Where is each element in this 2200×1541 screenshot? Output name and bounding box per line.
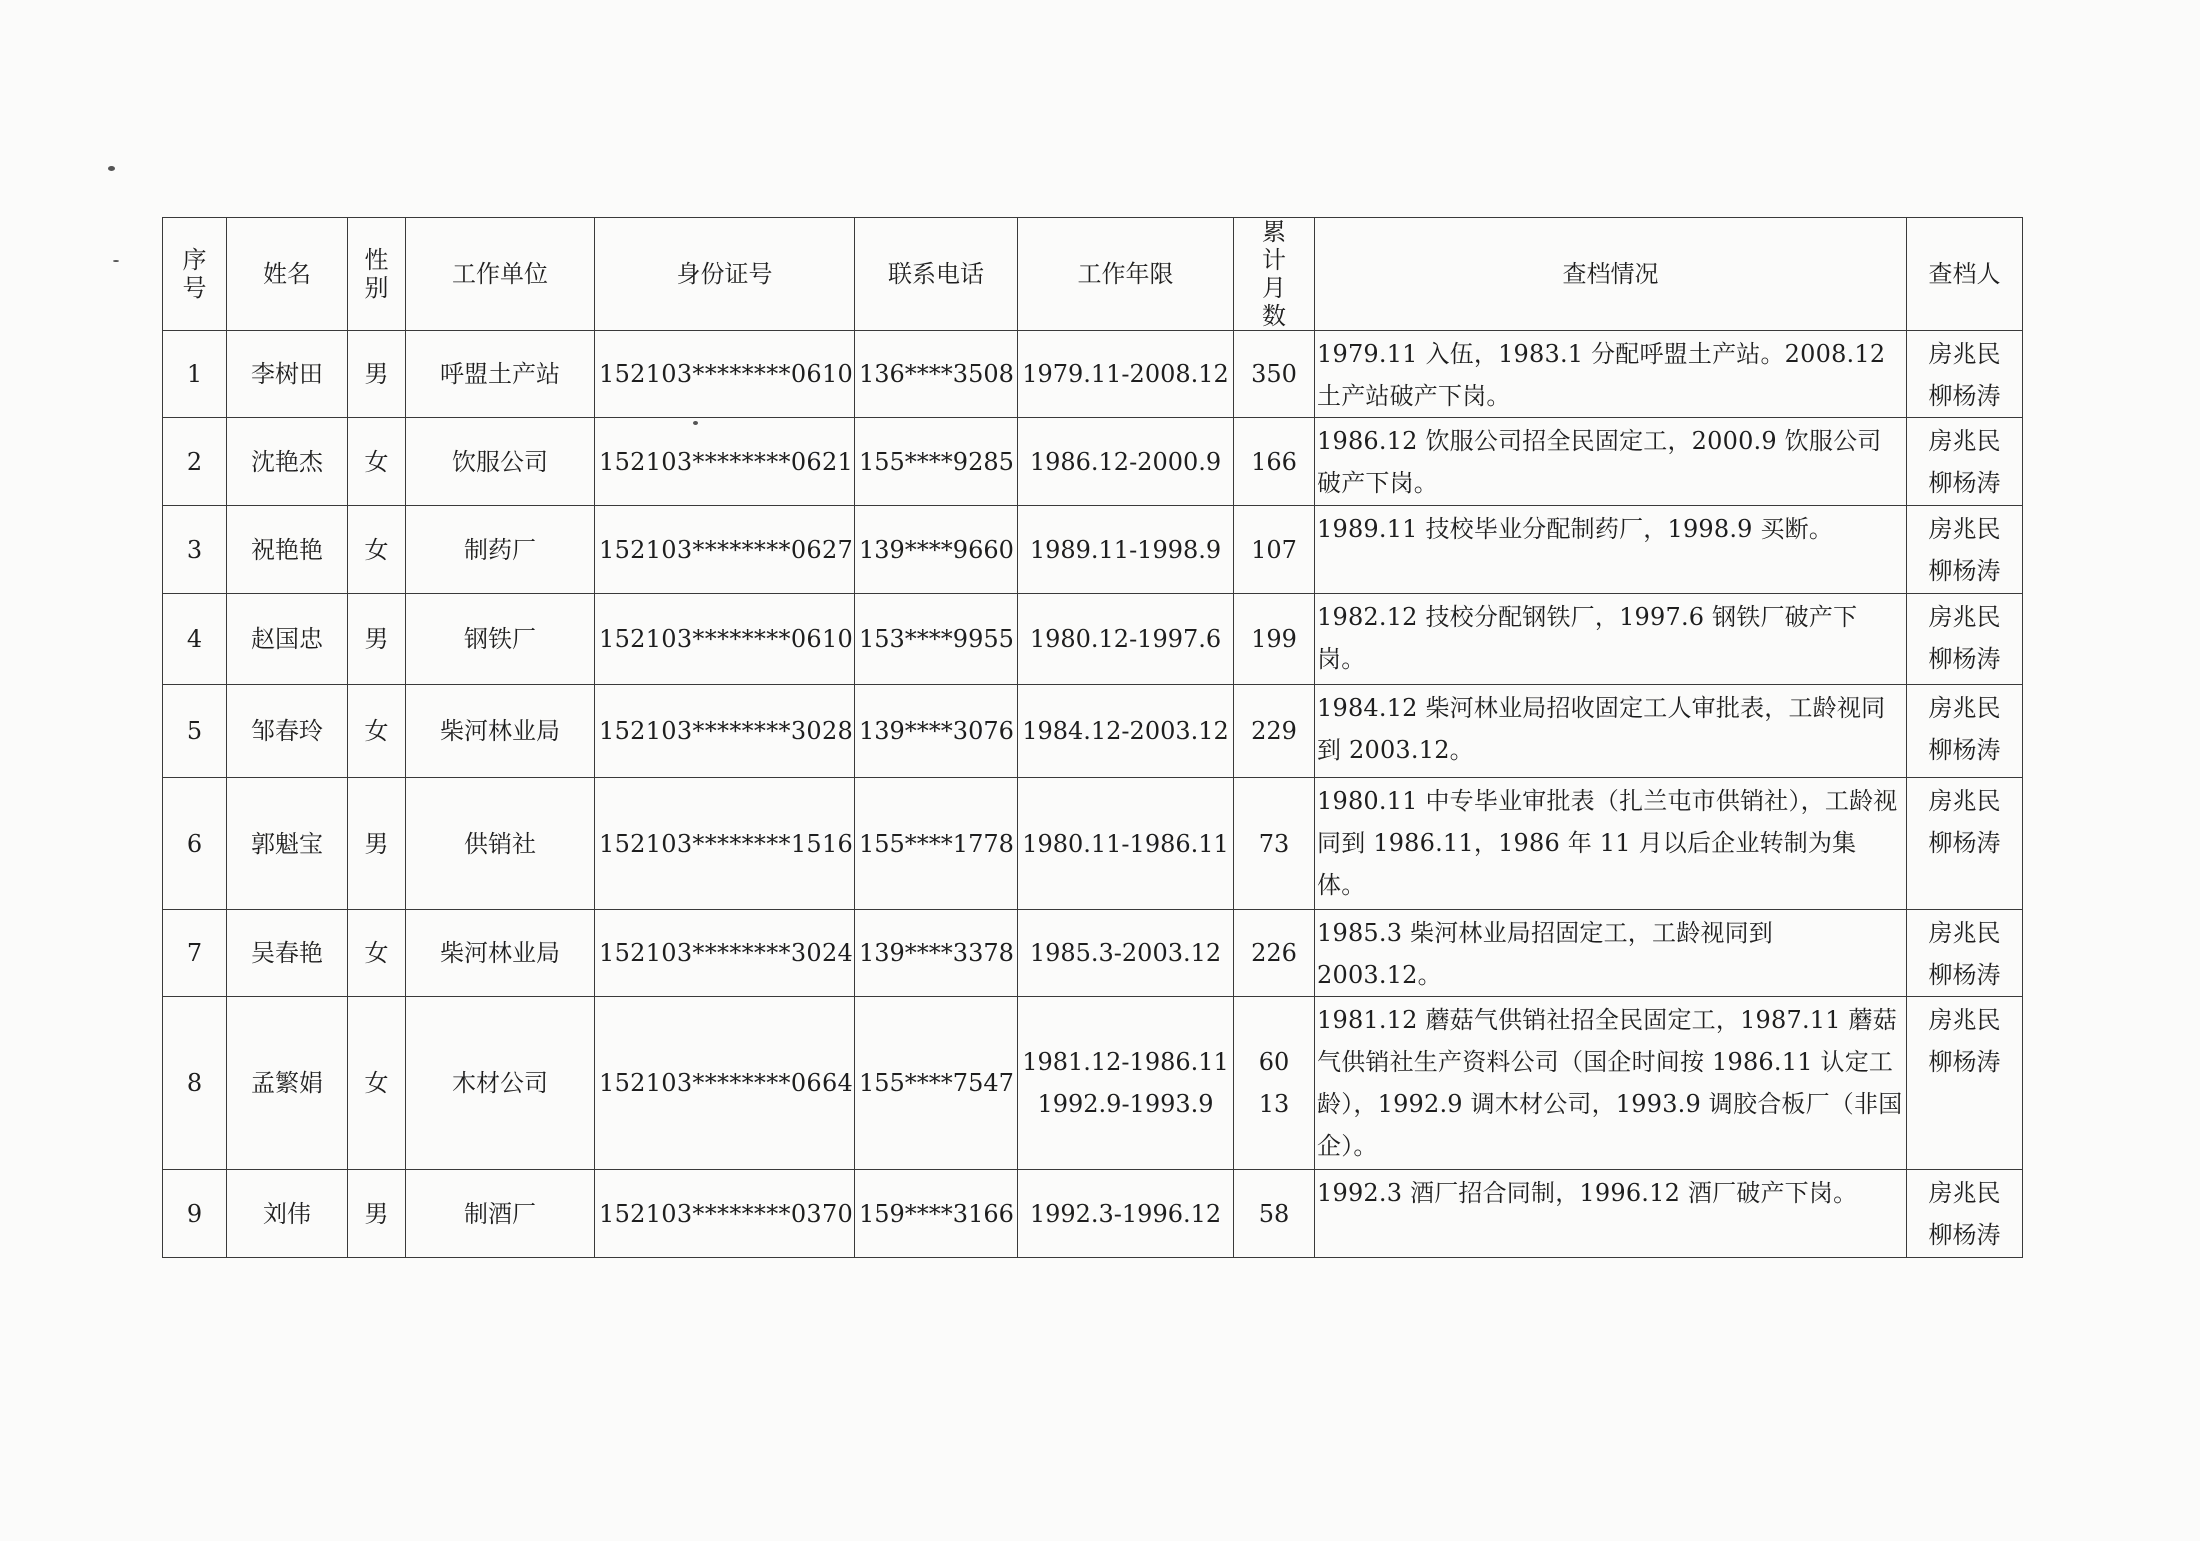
cell-gender: 男	[348, 594, 406, 685]
cell-checker-line: 房兆民	[1928, 340, 2001, 368]
cell-id-number: 152103********0610	[595, 594, 855, 685]
header-name: 姓名	[227, 218, 348, 331]
cell-phone: 139****3076	[855, 685, 1018, 778]
cell-checker-line: 柳杨涛	[1928, 1048, 2001, 1076]
header-checker: 查档人	[1907, 218, 2023, 331]
cell-months-line: 107	[1251, 535, 1297, 564]
header-gender: 性 别	[348, 218, 406, 331]
header-record-status: 查档情况	[1315, 218, 1907, 331]
cell-work-years-line: 1986.12-2000.9	[1029, 447, 1222, 476]
cell-checker-line: 柳杨涛	[1928, 469, 2001, 497]
scan-speck	[113, 260, 119, 262]
cell-months	[1234, 997, 1315, 1170]
header-unit: 工作单位	[406, 218, 595, 331]
cell-checker	[1907, 778, 2023, 910]
personnel-record-table	[162, 217, 2023, 1258]
cell-work-years	[1018, 685, 1234, 778]
header-row	[163, 218, 2023, 331]
cell-unit: 柴河林业局	[406, 910, 595, 997]
cell-gender: 男	[348, 778, 406, 910]
cell-unit: 饮服公司	[406, 418, 595, 506]
cell-work-years	[1018, 594, 1234, 685]
table-row	[163, 1170, 2023, 1258]
cell-months	[1234, 1170, 1315, 1258]
cell-checker-line: 房兆民	[1928, 919, 2001, 947]
cell-checker	[1907, 997, 2023, 1170]
cell-record-status: 1992.3 酒厂招合同制，1996.12 酒厂破产下岗。	[1315, 1170, 1907, 1258]
cell-seq: 7	[163, 910, 227, 997]
cell-name: 李树田	[227, 331, 348, 418]
cell-phone: 155****1778	[855, 778, 1018, 910]
cell-phone: 155****7547	[855, 997, 1018, 1170]
cell-seq: 2	[163, 418, 227, 506]
cell-checker-line: 柳杨涛	[1928, 557, 2001, 585]
cell-record-status: 1989.11 技校毕业分配制药厂，1998.9 买断。	[1315, 506, 1907, 594]
cell-work-years	[1018, 997, 1234, 1170]
cell-name: 祝艳艳	[227, 506, 348, 594]
cell-record-status: 1980.11 中专毕业审批表（扎兰屯市供销社），工龄视同到 1986.11，1986 年 11 月以后企业转制为集体。	[1315, 778, 1907, 910]
cell-work-years-line: 1992.9-1993.9	[1037, 1090, 1214, 1118]
cell-name: 沈艳杰	[227, 418, 348, 506]
cell-phone: 139****9660	[855, 506, 1018, 594]
cell-months	[1234, 594, 1315, 685]
cell-id-number: 152103********0664	[595, 997, 855, 1170]
cell-unit: 制酒厂	[406, 1170, 595, 1258]
cell-phone: 155****9285	[855, 418, 1018, 506]
cell-gender: 女	[348, 506, 406, 594]
cell-work-years	[1018, 506, 1234, 594]
cell-months	[1234, 910, 1315, 997]
cell-record-status: 1984.12 柴河林业局招收固定工人审批表，工龄视同到 2003.12。	[1315, 685, 1907, 778]
cell-seq: 3	[163, 506, 227, 594]
table-row	[163, 778, 2023, 910]
cell-seq: 4	[163, 594, 227, 685]
cell-checker	[1907, 418, 2023, 506]
cell-checker-line: 柳杨涛	[1928, 961, 2001, 989]
cell-gender: 女	[348, 418, 406, 506]
cell-months	[1234, 418, 1315, 506]
cell-work-years	[1018, 778, 1234, 910]
cell-checker	[1907, 506, 2023, 594]
header-id-number: 身份证号	[595, 218, 855, 331]
cell-unit: 呼盟土产站	[406, 331, 595, 418]
table-row	[163, 506, 2023, 594]
cell-months	[1234, 506, 1315, 594]
table-row	[163, 331, 2023, 418]
cell-work-years	[1018, 331, 1234, 418]
cell-work-years	[1018, 1170, 1234, 1258]
cell-checker-line: 房兆民	[1928, 694, 2001, 722]
table-row	[163, 685, 2023, 778]
cell-record-status: 1979.11 入伍，1983.1 分配呼盟土产站。2008.12 土产站破产下岗。	[1315, 331, 1907, 418]
cell-id-number: 152103********0610	[595, 331, 855, 418]
cell-record-status: 1982.12 技校分配钢铁厂，1997.6 钢铁厂破产下岗。	[1315, 594, 1907, 685]
cell-seq: 6	[163, 778, 227, 910]
cell-months-line: 60	[1258, 1048, 1290, 1076]
cell-months-line: 166	[1251, 447, 1297, 476]
cell-seq: 1	[163, 331, 227, 418]
cell-months-line: 13	[1258, 1090, 1290, 1118]
table-row	[163, 418, 2023, 506]
cell-seq: 9	[163, 1170, 227, 1258]
cell-phone: 136****3508	[855, 331, 1018, 418]
cell-checker-line: 柳杨涛	[1928, 829, 2001, 857]
header-work-years: 工作年限	[1018, 218, 1234, 331]
cell-work-years-line: 1979.11-2008.12	[1022, 360, 1229, 388]
cell-id-number: 152103********3028	[595, 685, 855, 778]
cell-unit: 供销社	[406, 778, 595, 910]
cell-name: 赵国忠	[227, 594, 348, 685]
scan-speck	[108, 166, 115, 171]
header-phone: 联系电话	[855, 218, 1018, 331]
cell-name: 刘伟	[227, 1170, 348, 1258]
cell-name: 孟繁娟	[227, 997, 348, 1170]
cell-months	[1234, 778, 1315, 910]
cell-checker-line: 房兆民	[1928, 787, 2001, 815]
cell-id-number: 152103********0627	[595, 506, 855, 594]
cell-phone: 139****3378	[855, 910, 1018, 997]
header-months: 累 计 月 数	[1234, 218, 1315, 331]
cell-phone: 159****3166	[855, 1170, 1018, 1258]
cell-checker-line: 房兆民	[1928, 1179, 2001, 1207]
header-seq: 序 号	[163, 218, 227, 331]
cell-work-years-line: 1992.3-1996.12	[1029, 1199, 1222, 1228]
cell-checker-line: 房兆民	[1928, 427, 2001, 455]
cell-record-status: 1981.12 蘑菇气供销社招全民固定工，1987.11 蘑菇气供销社生产资料公司（国企时间按 1986.11 认定工龄），1992.9 调木材公司，1993.9 调胶合板厂（非国企）。	[1315, 997, 1907, 1170]
cell-record-status: 1986.12 饮服公司招全民固定工，2000.9 饮服公司破产下岗。	[1315, 418, 1907, 506]
cell-unit: 柴河林业局	[406, 685, 595, 778]
cell-checker	[1907, 594, 2023, 685]
cell-months-line: 58	[1258, 1199, 1290, 1228]
cell-months-line: 226	[1251, 939, 1297, 967]
cell-months	[1234, 685, 1315, 778]
cell-checker	[1907, 1170, 2023, 1258]
cell-work-years-line: 1985.3-2003.12	[1029, 939, 1222, 967]
cell-id-number: 152103********0370	[595, 1170, 855, 1258]
cell-checker-line: 柳杨涛	[1928, 382, 2001, 410]
cell-months-line: 73	[1258, 829, 1290, 858]
cell-gender: 男	[348, 331, 406, 418]
cell-work-years-line: 1980.11-1986.11	[1022, 829, 1229, 858]
cell-checker	[1907, 685, 2023, 778]
cell-months	[1234, 331, 1315, 418]
cell-unit: 钢铁厂	[406, 594, 595, 685]
cell-seq: 8	[163, 997, 227, 1170]
cell-name: 邹春玲	[227, 685, 348, 778]
cell-gender: 女	[348, 997, 406, 1170]
cell-id-number: 152103********1516	[595, 778, 855, 910]
cell-work-years-line: 1984.12-2003.12	[1022, 717, 1229, 745]
cell-checker	[1907, 910, 2023, 997]
cell-checker-line: 柳杨涛	[1928, 645, 2001, 673]
cell-work-years-line: 1981.12-1986.11	[1022, 1048, 1229, 1076]
cell-phone: 153****9955	[855, 594, 1018, 685]
table-row	[163, 997, 2023, 1170]
cell-work-years-line: 1989.11-1998.9	[1029, 535, 1222, 564]
table-row	[163, 910, 2023, 997]
cell-id-number: 152103********0621	[595, 418, 855, 506]
cell-name: 郭魁宝	[227, 778, 348, 910]
cell-checker-line: 房兆民	[1928, 603, 2001, 631]
cell-record-status: 1985.3 柴河林业局招固定工，工龄视同到 2003.12。	[1315, 910, 1907, 997]
cell-work-years	[1018, 910, 1234, 997]
cell-checker-line: 柳杨涛	[1928, 736, 2001, 764]
cell-months-line: 350	[1251, 360, 1297, 388]
cell-work-years-line: 1980.12-1997.6	[1029, 625, 1222, 653]
cell-checker	[1907, 331, 2023, 418]
cell-unit: 制药厂	[406, 506, 595, 594]
cell-unit: 木材公司	[406, 997, 595, 1170]
cell-seq: 5	[163, 685, 227, 778]
cell-gender: 女	[348, 910, 406, 997]
cell-gender: 女	[348, 685, 406, 778]
cell-checker-line: 房兆民	[1928, 515, 2001, 543]
cell-months-line: 229	[1251, 717, 1297, 745]
table-row	[163, 594, 2023, 685]
cell-gender: 男	[348, 1170, 406, 1258]
cell-id-number: 152103********3024	[595, 910, 855, 997]
cell-checker-line: 柳杨涛	[1928, 1221, 2001, 1249]
cell-months-line: 199	[1251, 625, 1297, 653]
cell-checker-line: 房兆民	[1928, 1006, 2001, 1034]
cell-work-years	[1018, 418, 1234, 506]
cell-name: 吴春艳	[227, 910, 348, 997]
